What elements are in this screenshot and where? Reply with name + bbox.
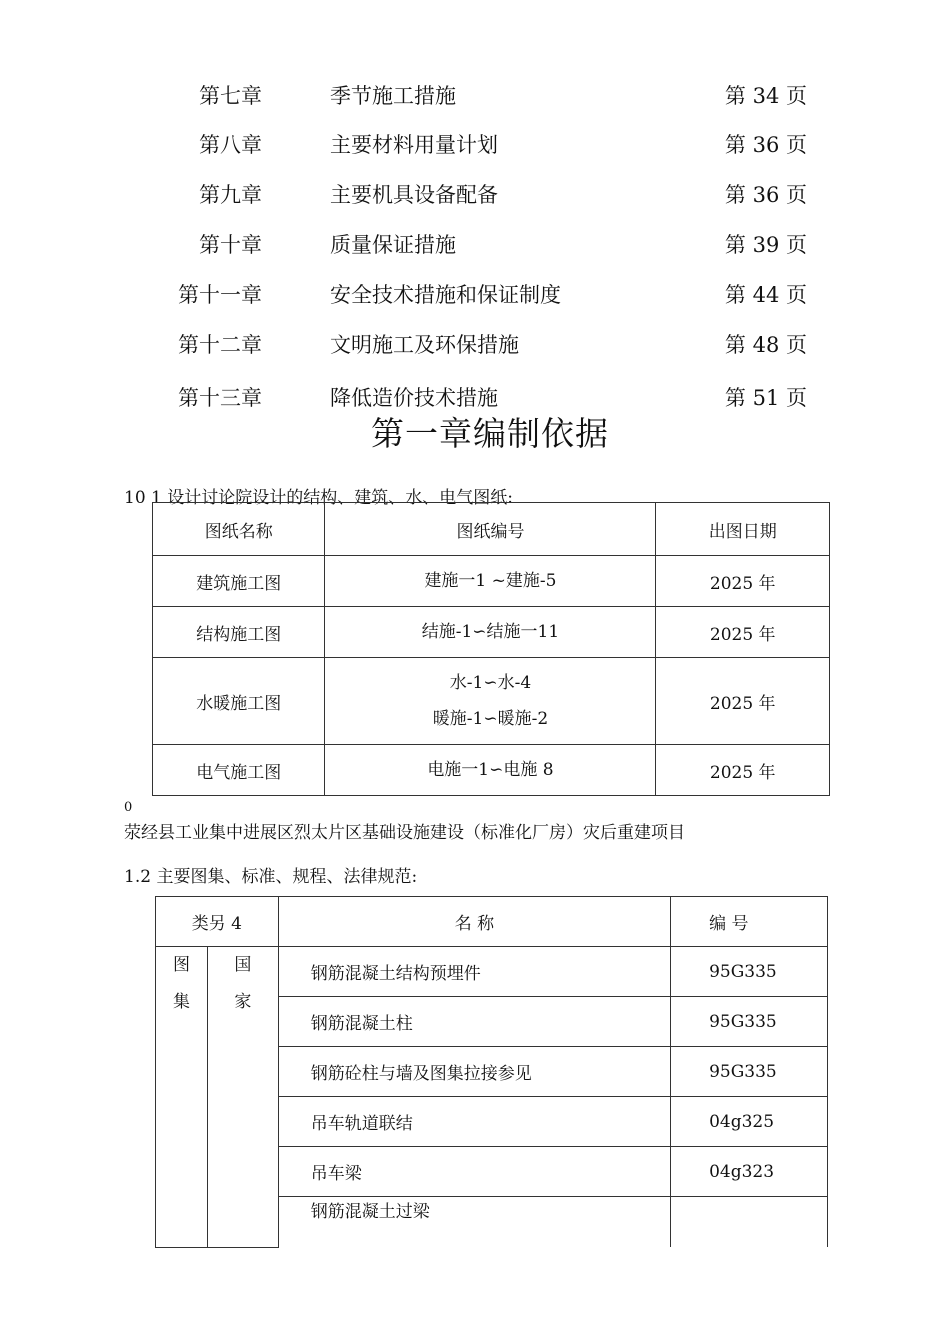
table-header-row — [153, 503, 830, 556]
toc-page-number: 第 36 页 — [724, 133, 807, 157]
toc-title: 季节施工措施 — [330, 84, 456, 108]
header-issue-date: 出图日期 — [656, 503, 830, 556]
toc-page-number: 第 51 页 — [724, 386, 807, 410]
table-row — [153, 745, 830, 796]
drawing-number — [325, 556, 656, 607]
toc-chapter: 第七章 — [199, 84, 262, 108]
drawing-number — [325, 607, 656, 658]
standard-number: 04g325 — [671, 1097, 828, 1147]
drawing-number-line: 建施一1 ~建施-5 — [424, 571, 557, 591]
toc-chapter: 第十三章 — [178, 386, 262, 410]
table-header-row — [156, 897, 828, 947]
toc-title: 质量保证措施 — [330, 233, 456, 257]
standard-number: 95G335 — [671, 997, 828, 1047]
toc-chapter: 第十二章 — [178, 333, 262, 357]
toc-page-number: 第 36 页 — [724, 183, 807, 207]
category-char: 国 — [234, 955, 252, 975]
drawings-table — [152, 502, 830, 796]
category-atlas — [156, 947, 208, 1248]
standard-name: 吊车梁 — [278, 1147, 670, 1197]
drawing-name: 水暖施工图 — [153, 658, 325, 745]
issue-date: 2025 年 — [656, 607, 830, 658]
toc-entry — [0, 80, 950, 110]
header-drawing-name: 图纸名称 — [153, 503, 325, 556]
project-name: 荥经县工业集中进展区烈太片区基础设施建设（标准化厂房）灾后重建项目 — [124, 823, 685, 843]
toc-chapter: 第八章 — [199, 133, 262, 157]
header-category: 类另 4 — [156, 897, 279, 947]
standard-number: 95G335 — [671, 1047, 828, 1097]
toc-entry — [0, 229, 950, 259]
issue-date: 2025 年 — [656, 658, 830, 745]
toc-chapter: 第九章 — [199, 183, 262, 207]
category-char: 图 — [172, 955, 190, 975]
toc-title: 主要机具设备配备 — [330, 183, 498, 207]
issue-date: 2025 年 — [656, 745, 830, 796]
drawing-number-line: 水-1∽水-4 — [449, 673, 532, 693]
toc-title: 主要材料用量计划 — [330, 133, 498, 157]
standard-name: 钢筋混凝土柱 — [278, 997, 670, 1047]
standard-number — [671, 1197, 828, 1248]
category-char: 集 — [172, 992, 190, 1012]
category-national — [207, 947, 278, 1248]
standard-name: 吊车轨道联结 — [278, 1097, 670, 1147]
toc-chapter: 第十一章 — [178, 283, 262, 307]
header-name: 名 称 — [278, 897, 670, 947]
table-row — [153, 658, 830, 745]
toc-title: 文明施工及环保措施 — [330, 333, 519, 357]
footnote-mark: 0 — [124, 800, 133, 815]
drawing-name: 电气施工图 — [153, 745, 325, 796]
toc-page-number: 第 39 页 — [724, 233, 807, 257]
toc-entry — [0, 279, 950, 309]
chapter-heading: 第一章编制依据 — [371, 414, 609, 453]
issue-date: 2025 年 — [656, 556, 830, 607]
drawing-name: 结构施工图 — [153, 607, 325, 658]
table-row — [153, 556, 830, 607]
standard-number: 04g323 — [671, 1147, 828, 1197]
standard-name: 钢筋混凝土过梁 — [278, 1197, 670, 1248]
toc-entry — [0, 179, 950, 209]
toc-chapter: 第十章 — [199, 233, 262, 257]
section-1-1-heading: 10 1 设计讨论院设计的结构、建筑、水、电气图纸: — [124, 488, 513, 508]
category-char: 家 — [234, 992, 252, 1012]
drawing-name: 建筑施工图 — [153, 556, 325, 607]
drawing-number-line: 电施一1∽电施 8 — [427, 760, 554, 780]
standard-number: 95G335 — [671, 947, 828, 997]
drawing-number-line: 结施-1∽结施一11 — [421, 622, 560, 642]
drawing-number — [325, 745, 656, 796]
header-drawing-number: 图纸编号 — [325, 503, 656, 556]
toc-page-number: 第 48 页 — [724, 333, 807, 357]
toc-entry — [0, 329, 950, 359]
section-1-2-heading: 1.2 主要图集、标准、规程、法律规范: — [124, 867, 418, 887]
drawing-number-line: 暖施-1∽暖施-2 — [432, 709, 549, 729]
toc-page-number: 第 34 页 — [724, 84, 807, 108]
table-row — [156, 947, 828, 997]
drawing-number — [325, 658, 656, 745]
toc-title: 安全技术措施和保证制度 — [330, 283, 561, 307]
standard-name: 钢筋砼柱与墙及图集拉接参见 — [278, 1047, 670, 1097]
header-number: 编 号 — [671, 897, 828, 947]
standard-name: 钢筋混凝土结构预埋件 — [278, 947, 670, 997]
toc-title: 降低造价技术措施 — [330, 386, 498, 410]
standards-table — [155, 896, 828, 1248]
toc-entry — [0, 129, 950, 159]
toc-page-number: 第 44 页 — [724, 283, 807, 307]
table-row — [153, 607, 830, 658]
